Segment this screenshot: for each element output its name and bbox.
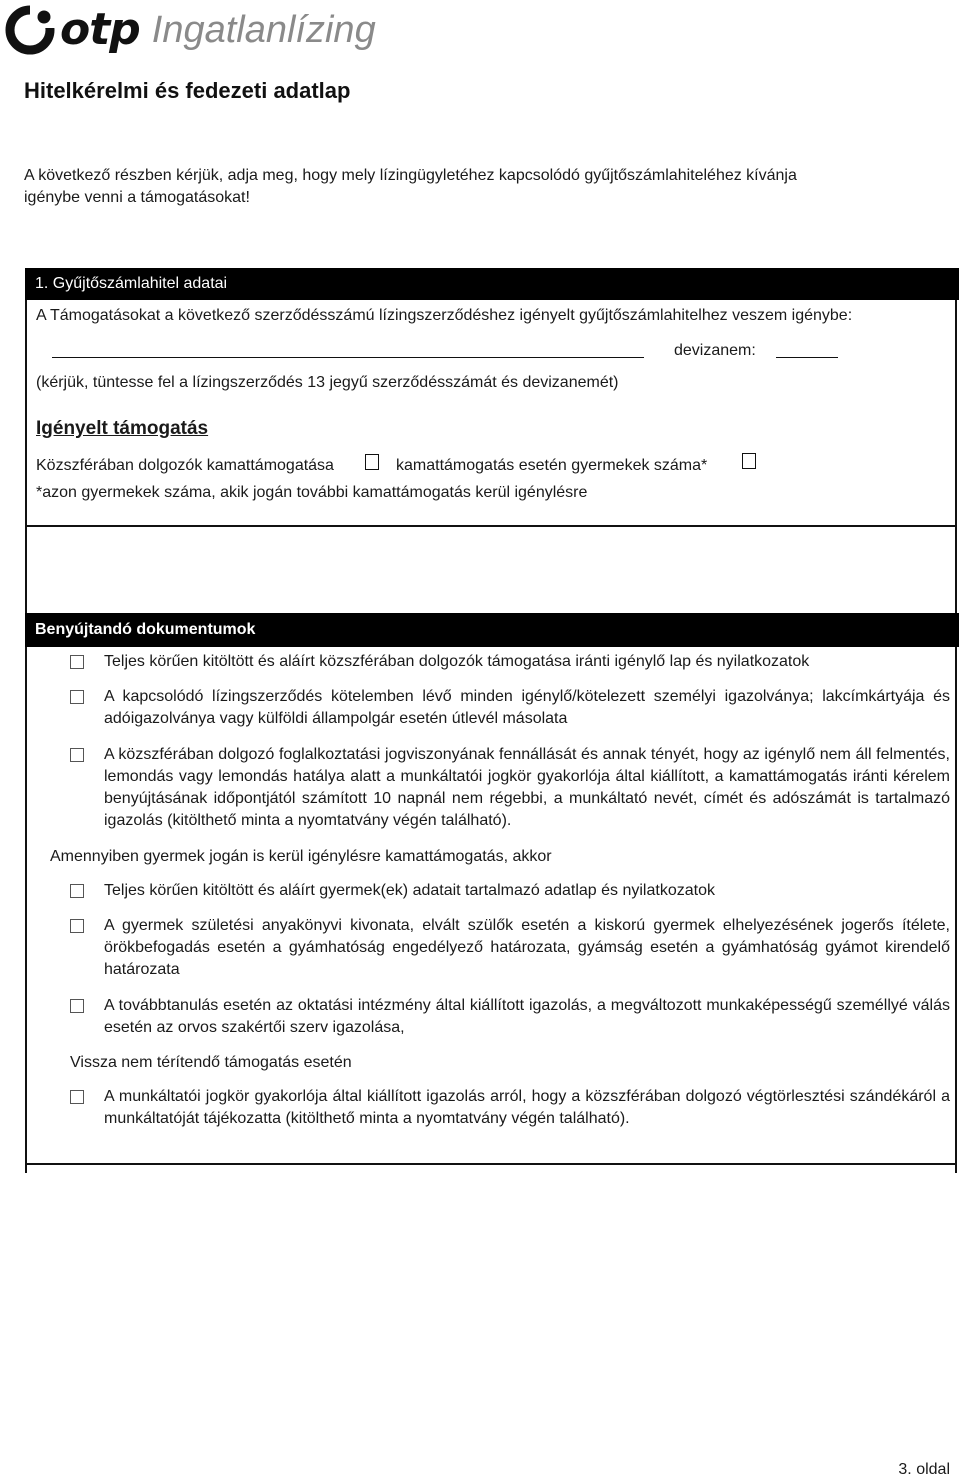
brand-subtitle: Ingatlanlízing	[151, 9, 376, 51]
doc-item-checkbox[interactable]	[70, 748, 84, 762]
section1-title: 1. Gyűjtőszámlahitel adatai	[25, 268, 959, 300]
doc-item-checkbox[interactable]	[70, 999, 84, 1013]
support-heading: Igényelt támogatás	[36, 418, 209, 439]
doc-item	[70, 744, 950, 832]
doc-item-checkbox[interactable]	[70, 884, 84, 898]
doc-item-text: A kapcsolódó lízingszerződés kötelemben lévő minden igénylő/kötelezett személyi igazolványa; lakcímkártyája és adóigazolványa vagy külföldi állampolgár esetén útlevél másolata	[104, 688, 950, 727]
child-heading: Amennyiben gyermek jogán is kerül igénylésre kamattámogatás, akkor	[50, 848, 552, 865]
brand-name: otp	[60, 4, 140, 55]
section2-title: Benyújtandó dokumentumok	[25, 613, 959, 647]
otp-logo	[4, 2, 376, 58]
doc-item	[70, 915, 950, 981]
currency-field[interactable]	[776, 357, 838, 358]
page-title: Hitelkérelmi és fedezeti adatlap	[24, 78, 351, 103]
section1-divider	[25, 525, 957, 527]
doc-item-text: A továbbtanulás esetén az oktatási intézmény által kiállított igazolás, a megváltozott munkaképességű személlyé válás esetén az orvos szakértői szerv igazolása,	[104, 997, 950, 1036]
doc-item-text: Teljes körűen kitöltött és aláírt közszférában dolgozók támogatása iránti igénylő lap és nyilatkozatok	[104, 653, 810, 670]
doc-item-checkbox[interactable]	[70, 919, 84, 933]
intro-text: A következő részben kérjük, adja meg, hogy mely lízingügyletéhez kapcsolódó gyűjtőszámlahiteléhez kívánja igénybe venni a támogatásokat!	[24, 167, 797, 206]
doc-item	[70, 651, 950, 673]
doc-item	[70, 995, 950, 1039]
contract-number-field[interactable]	[52, 357, 644, 358]
doc-item-checkbox[interactable]	[70, 655, 84, 669]
doc-item	[70, 880, 950, 902]
doc-item	[70, 686, 950, 730]
section2-bottom-line	[25, 1163, 957, 1165]
section1-footnote: *azon gyermekek száma, akik jogán további kamattámogatás kerül igénylésre	[36, 484, 588, 501]
section1-statement: A Támogatásokat a következő szerződésszámú lízingszerződéshez igényelt gyűjtőszámlahitelhez veszem igénybe:	[36, 307, 853, 324]
option-children-label: kamattámogatás esetén gyermekek száma*	[396, 457, 708, 474]
doc-item-text: A gyermek születési anyakönyvi kivonata, elvált szülők esetén a kiskorú gyermek elhelyezésének jogerős ítélete, örökbefogadás esetén a gyámhatóság engedélyező határozata, gyámság esetén a gyámhatóság gyámot kirendelő határozata	[104, 917, 950, 978]
page-number: 3. oldal	[898, 1461, 950, 1478]
section1-hint: (kérjük, tüntesse fel a lízingszerződés 13 jegyű szerződésszámát és devizanemét)	[36, 374, 619, 391]
refund-heading: Vissza nem térítendő támogatás esetén	[70, 1054, 352, 1071]
option-public-sector-label: Közszférában dolgozók kamattámogatása	[36, 457, 334, 474]
doc-item-text: Teljes körűen kitöltött és aláírt gyermek(ek) adatait tartalmazó adatlap és nyilatkozatok	[104, 882, 715, 899]
option-children-checkbox[interactable]	[742, 453, 756, 469]
doc-item-text: A közszférában dolgozó foglalkoztatási jogviszonyának fennállását és annak tényét, hogy az igénylő nem áll felmentés, lemondás vagy lemondás hatálya alatt a munkáltatói jogkör gyakorlója által kiállított, a kamattámogatás iránti kérelem benyújtásának időpontjától számított 10 napnál nem régebbi, a munkáltató nevét, címét és adószámát is tartalmazó igazolás (kitölthető minta a nyomtatvány végén található).	[104, 746, 950, 829]
doc-item-text: A munkáltatói jogkör gyakorlója által kiállított igazolás arról, hogy a közszférában dolgozó végtörlesztési szándékáról a munkáltatóját tájékozatta (kitölthető minta a nyomtatvány végén található).	[104, 1088, 950, 1127]
doc-item	[70, 1086, 950, 1130]
option-public-sector-checkbox[interactable]	[365, 454, 379, 470]
doc-item-checkbox[interactable]	[70, 1090, 84, 1104]
doc-item-checkbox[interactable]	[70, 690, 84, 704]
otp-logo-icon	[4, 4, 56, 56]
currency-label: devizanem:	[674, 342, 756, 359]
